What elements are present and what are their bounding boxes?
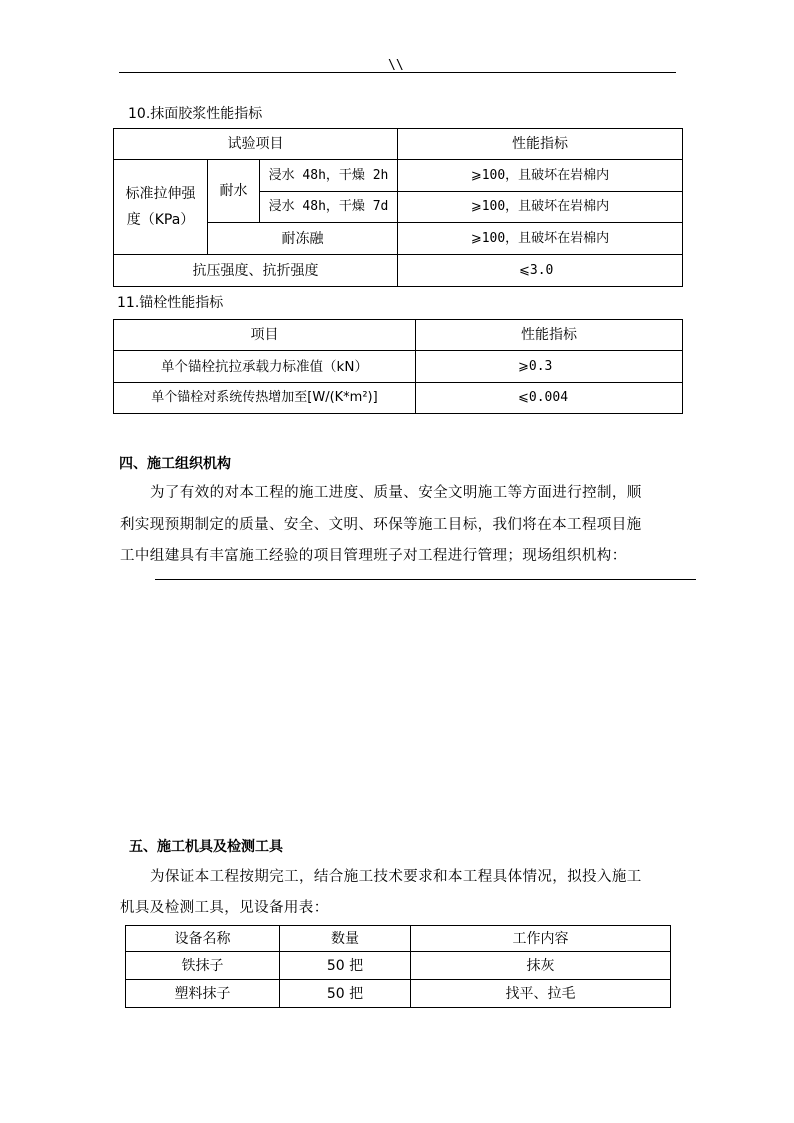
anchor-performance-table: [113, 319, 683, 414]
item-cell: 单个锚栓抗拉承载力标准值（kN）: [114, 351, 416, 383]
header-cell: 设备名称: [126, 926, 280, 952]
header-cell: 性能指标: [416, 320, 683, 351]
section4-title: 四、施工组织机构: [119, 456, 231, 472]
mortar-performance-table: [113, 128, 683, 287]
item-cell: 单个锚栓对系统传热增加至[W/(K*m²)]: [114, 383, 416, 414]
section4-line1: 为了有效的对本工程的施工进度、质量、安全文明施工等方面进行控制，顺: [150, 485, 642, 501]
equipment-table: [125, 925, 671, 1008]
header-mark: \\: [388, 58, 404, 73]
value-cell: ⩾100，且破坏在岩棉内: [398, 223, 683, 255]
equipment-name-cell: 铁抹子: [126, 952, 280, 980]
table-row: [126, 926, 671, 952]
value-cell: ⩽0.004: [416, 383, 683, 414]
equipment-name-cell: 塑料抹子: [126, 980, 280, 1008]
header-cell: 试验项目: [114, 129, 398, 160]
table-row: [126, 952, 671, 980]
value-cell: ⩾100，且破坏在岩棉内: [398, 160, 683, 192]
table-row: [114, 383, 683, 414]
value-cell: ⩾0.3: [416, 351, 683, 383]
table-row: [114, 129, 683, 160]
work-content-cell: 抹灰: [411, 952, 671, 980]
value-cell: ⩽3.0: [398, 255, 683, 287]
header-rule: [119, 72, 676, 73]
header-cell: 数量: [280, 926, 411, 952]
group-label-cell: [114, 160, 208, 255]
section11-caption: 11.锚栓性能指标: [117, 295, 224, 311]
group-label-line: 标准拉伸强: [125, 186, 196, 202]
value-cell: ⩾100，且破坏在岩棉内: [398, 192, 683, 223]
quantity-cell: 50 把: [280, 980, 411, 1008]
condition-cell: 浸水 48h，干燥 7d: [260, 192, 398, 223]
header-cell: 项目: [114, 320, 416, 351]
table-row: [114, 351, 683, 383]
separator-rule: [155, 579, 696, 580]
table-row: [126, 980, 671, 1008]
section10-caption: 10.抹面胶浆性能指标: [128, 106, 263, 122]
table-row: [114, 160, 683, 192]
table-row: [114, 320, 683, 351]
section5-title: 五、施工机具及检测工具: [129, 839, 283, 855]
section5-line1: 为保证本工程按期完工，结合施工技术要求和本工程具体情况，拟投入施工: [150, 869, 642, 885]
section5-line2: 机具及检测工具，见设备用表：: [120, 900, 329, 916]
table-row: [114, 255, 683, 287]
condition-cell: 耐冻融: [208, 223, 398, 255]
group-label-line: 度（KPa）: [126, 212, 195, 228]
condition-cell: 浸水 48h，干燥 2h: [260, 160, 398, 192]
header-cell: 性能指标: [398, 129, 683, 160]
section4-line2: 利实现预期制定的质量、安全、文明、环保等施工目标，我们将在本工程项目施: [120, 517, 642, 533]
header-cell: 工作内容: [411, 926, 671, 952]
item-cell: 抗压强度、抗折强度: [114, 255, 398, 287]
quantity-cell: 50 把: [280, 952, 411, 980]
section4-line3: 工中组建具有丰富施工经验的项目管理班子对工程进行管理；现场组织机构：: [120, 548, 627, 564]
sub-group-cell: 耐水: [208, 160, 260, 223]
work-content-cell: 找平、拉毛: [411, 980, 671, 1008]
